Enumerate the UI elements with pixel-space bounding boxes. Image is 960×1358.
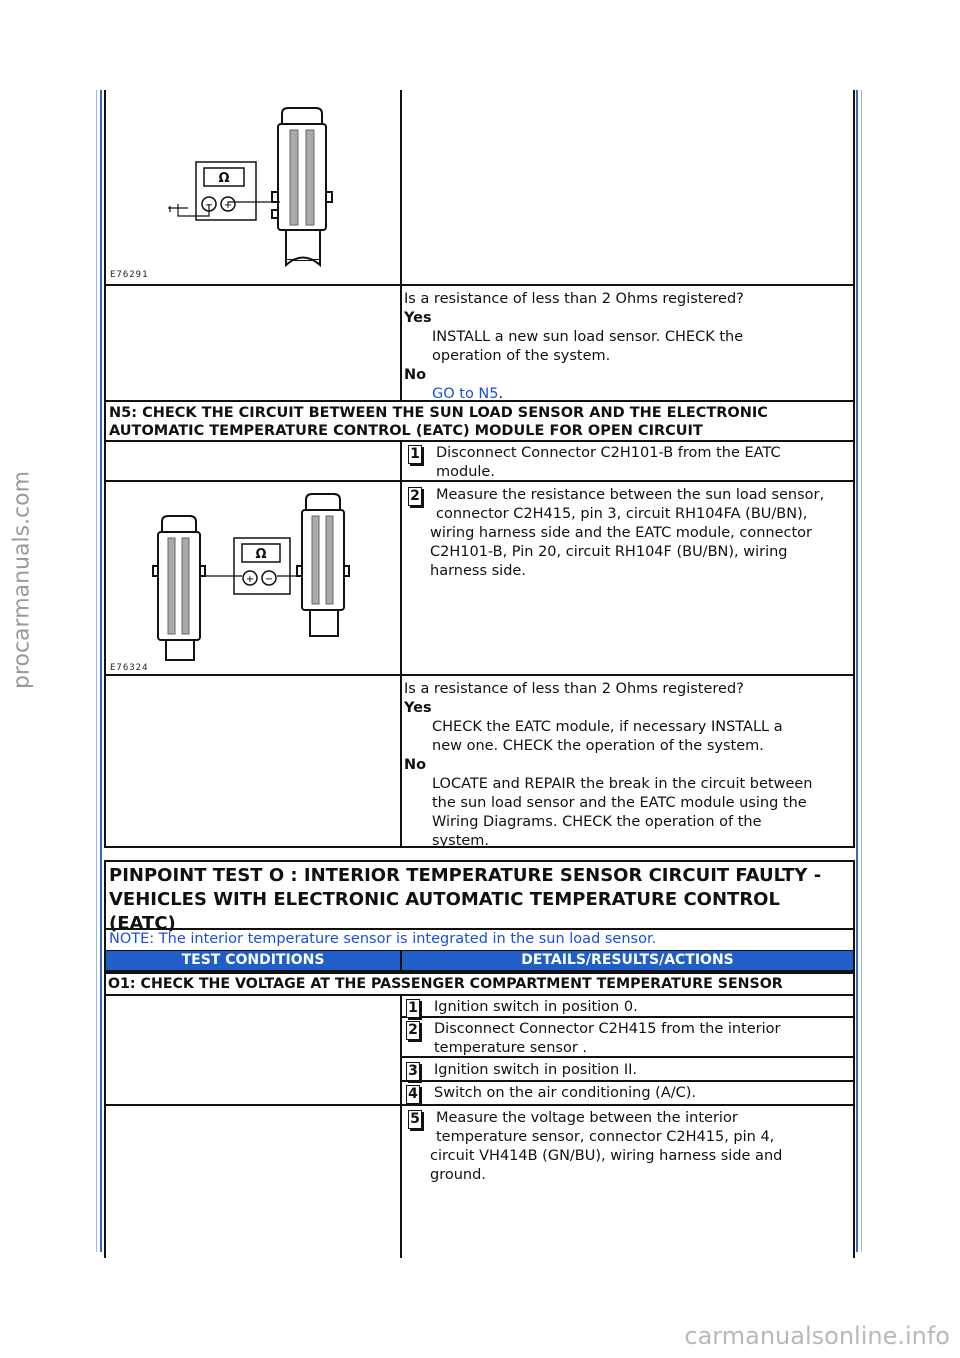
n4-yes-text-1: INSTALL a new sun load sensor. CHECK the (432, 329, 744, 345)
n5-no-label: No (404, 757, 427, 773)
n5-step-1-left (106, 442, 402, 480)
right-page-rule (856, 90, 858, 1252)
n5-yes-label: Yes (404, 700, 432, 716)
meter-symbol-1: Ω (218, 171, 230, 186)
n4-no-label: No (404, 367, 427, 383)
left-page-rule (100, 90, 102, 1252)
watermark-left: procarmanuals.com (9, 470, 35, 690)
step-number: 1 (406, 999, 420, 1018)
step-number: 5 (408, 1110, 422, 1129)
n5-step-2-row (104, 480, 855, 676)
n5-no-1: LOCATE and REPAIR the break in the circuit between (432, 776, 813, 792)
col-header-details: DETAILS/RESULTS/ACTIONS (521, 952, 734, 968)
o1-step-5: 5 Measure the voltage between the interior temperature sensor, connector C2H415, pin 4, circuit VH414B (GN/BU), wiring harness side and ground. (404, 1109, 851, 1185)
n4-result-right (402, 286, 853, 400)
o1-step-1: 1 Ignition switch in position 0. (402, 996, 853, 1018)
o1-step-5-row (104, 1104, 855, 1258)
o1-step-5-left (106, 1106, 402, 1258)
step-number: 2 (406, 1021, 420, 1040)
n5-figure-cell (106, 482, 402, 674)
o1-group-1-right (402, 996, 853, 1104)
n5-no-2: the sun load sensor and the EATC module using the (432, 795, 807, 811)
n4-result-row (104, 284, 855, 402)
step-number: 3 (406, 1062, 420, 1081)
n5-result-row (104, 674, 855, 848)
n4-yes-label: Yes (404, 310, 432, 326)
step-number: 4 (406, 1085, 420, 1104)
n5-step-2: 2 Measure the resistance between the sun load sensor, connector C2H415, pin 3, circuit RH104FA (BU/BN), wiring harness side and the EATC module, connector C2H101-B, Pin 20, circuit RH104F (BU/BN), wiring harness side. (404, 486, 851, 581)
meter-plus-1: + (223, 200, 233, 211)
meter-symbol-2: Ω (255, 547, 267, 562)
n5-title: N5: CHECK THE CIRCUIT BETWEEN THE SUN LOAD SENSOR AND THE ELECTRONIC AUTOMATIC TEMPERATURE CONTROL (EATC) MODULE FOR OPEN CIRCUIT (109, 405, 768, 439)
ohmmeter-diagram-2 (106, 482, 398, 676)
n5-step-1-right (402, 442, 853, 480)
n5-step-2-right (402, 482, 853, 674)
n5-result-left (106, 676, 402, 846)
column-header-row (104, 951, 855, 972)
meter-plus-2: + (245, 574, 255, 585)
step-number: 1 (408, 445, 422, 464)
meter-minus-2: − (264, 574, 274, 585)
n4-figure-row (104, 90, 855, 286)
n4-figure-cell (106, 90, 402, 284)
n4-no-text: GO to N5. (432, 386, 504, 402)
o1-group-1-left (106, 996, 402, 1104)
n5-no-4: system. (432, 833, 490, 849)
left-page-rule-inner (96, 90, 97, 1252)
watermark-bottom: carmanualsonline.info (684, 1322, 950, 1350)
n5-result-right (402, 676, 853, 849)
n4-figure-right (402, 90, 853, 284)
o1-step-4: 4 Switch on the air conditioning (A/C). (402, 1082, 853, 1104)
ohmmeter-diagram-1 (106, 90, 398, 284)
figure-label-1: E76291 (110, 270, 149, 280)
figure-label-2: E76324 (110, 663, 149, 673)
meter-minus-1: − (204, 200, 214, 211)
n4-yes-text-2: operation of the system. (432, 348, 611, 364)
n5-no-3: Wiring Diagrams. CHECK the operation of the (432, 814, 762, 830)
o1-title: O1: CHECK THE VOLTAGE AT THE PASSENGER COMPARTMENT TEMPERATURE SENSOR (108, 976, 783, 992)
n4-result-left (106, 286, 402, 400)
o1-group-1 (104, 994, 855, 1106)
n5-question: Is a resistance of less than 2 Ohms registered? (404, 681, 744, 697)
pinpoint-o-note: NOTE: The interior temperature sensor is integrated in the sun load sensor. (104, 930, 855, 952)
n5-title-row (104, 400, 855, 442)
n4-question: Is a resistance of less than 2 Ohms registered? (404, 291, 744, 307)
o1-step-3: 3 Ignition switch in position II. (402, 1058, 853, 1082)
o1-title-row (104, 972, 855, 996)
pinpoint-test-o-title: PINPOINT TEST O : INTERIOR TEMPERATURE SENSOR CIRCUIT FAULTY - VEHICLES WITH ELECTRONIC AUTOMATIC TEMPERATURE CONTROL (EATC) (104, 860, 855, 930)
step-number: 2 (408, 487, 422, 506)
o1-step-5-right (402, 1106, 853, 1258)
right-page-rule-inner (861, 90, 862, 1252)
o1-step-2: 2 Disconnect Connector C2H415 from the interior temperature sensor . (402, 1018, 853, 1058)
n5-yes-1: CHECK the EATC module, if necessary INSTALL a (432, 719, 783, 735)
n5-step-1-row (104, 440, 855, 482)
go-to-n5-link[interactable]: GO to N5 (432, 386, 499, 402)
n5-step-1: 1 Disconnect Connector C2H101-B from the EATC module. (404, 444, 851, 482)
col-header-test-conditions: TEST CONDITIONS (106, 951, 402, 970)
n5-yes-2: new one. CHECK the operation of the system. (432, 738, 764, 754)
